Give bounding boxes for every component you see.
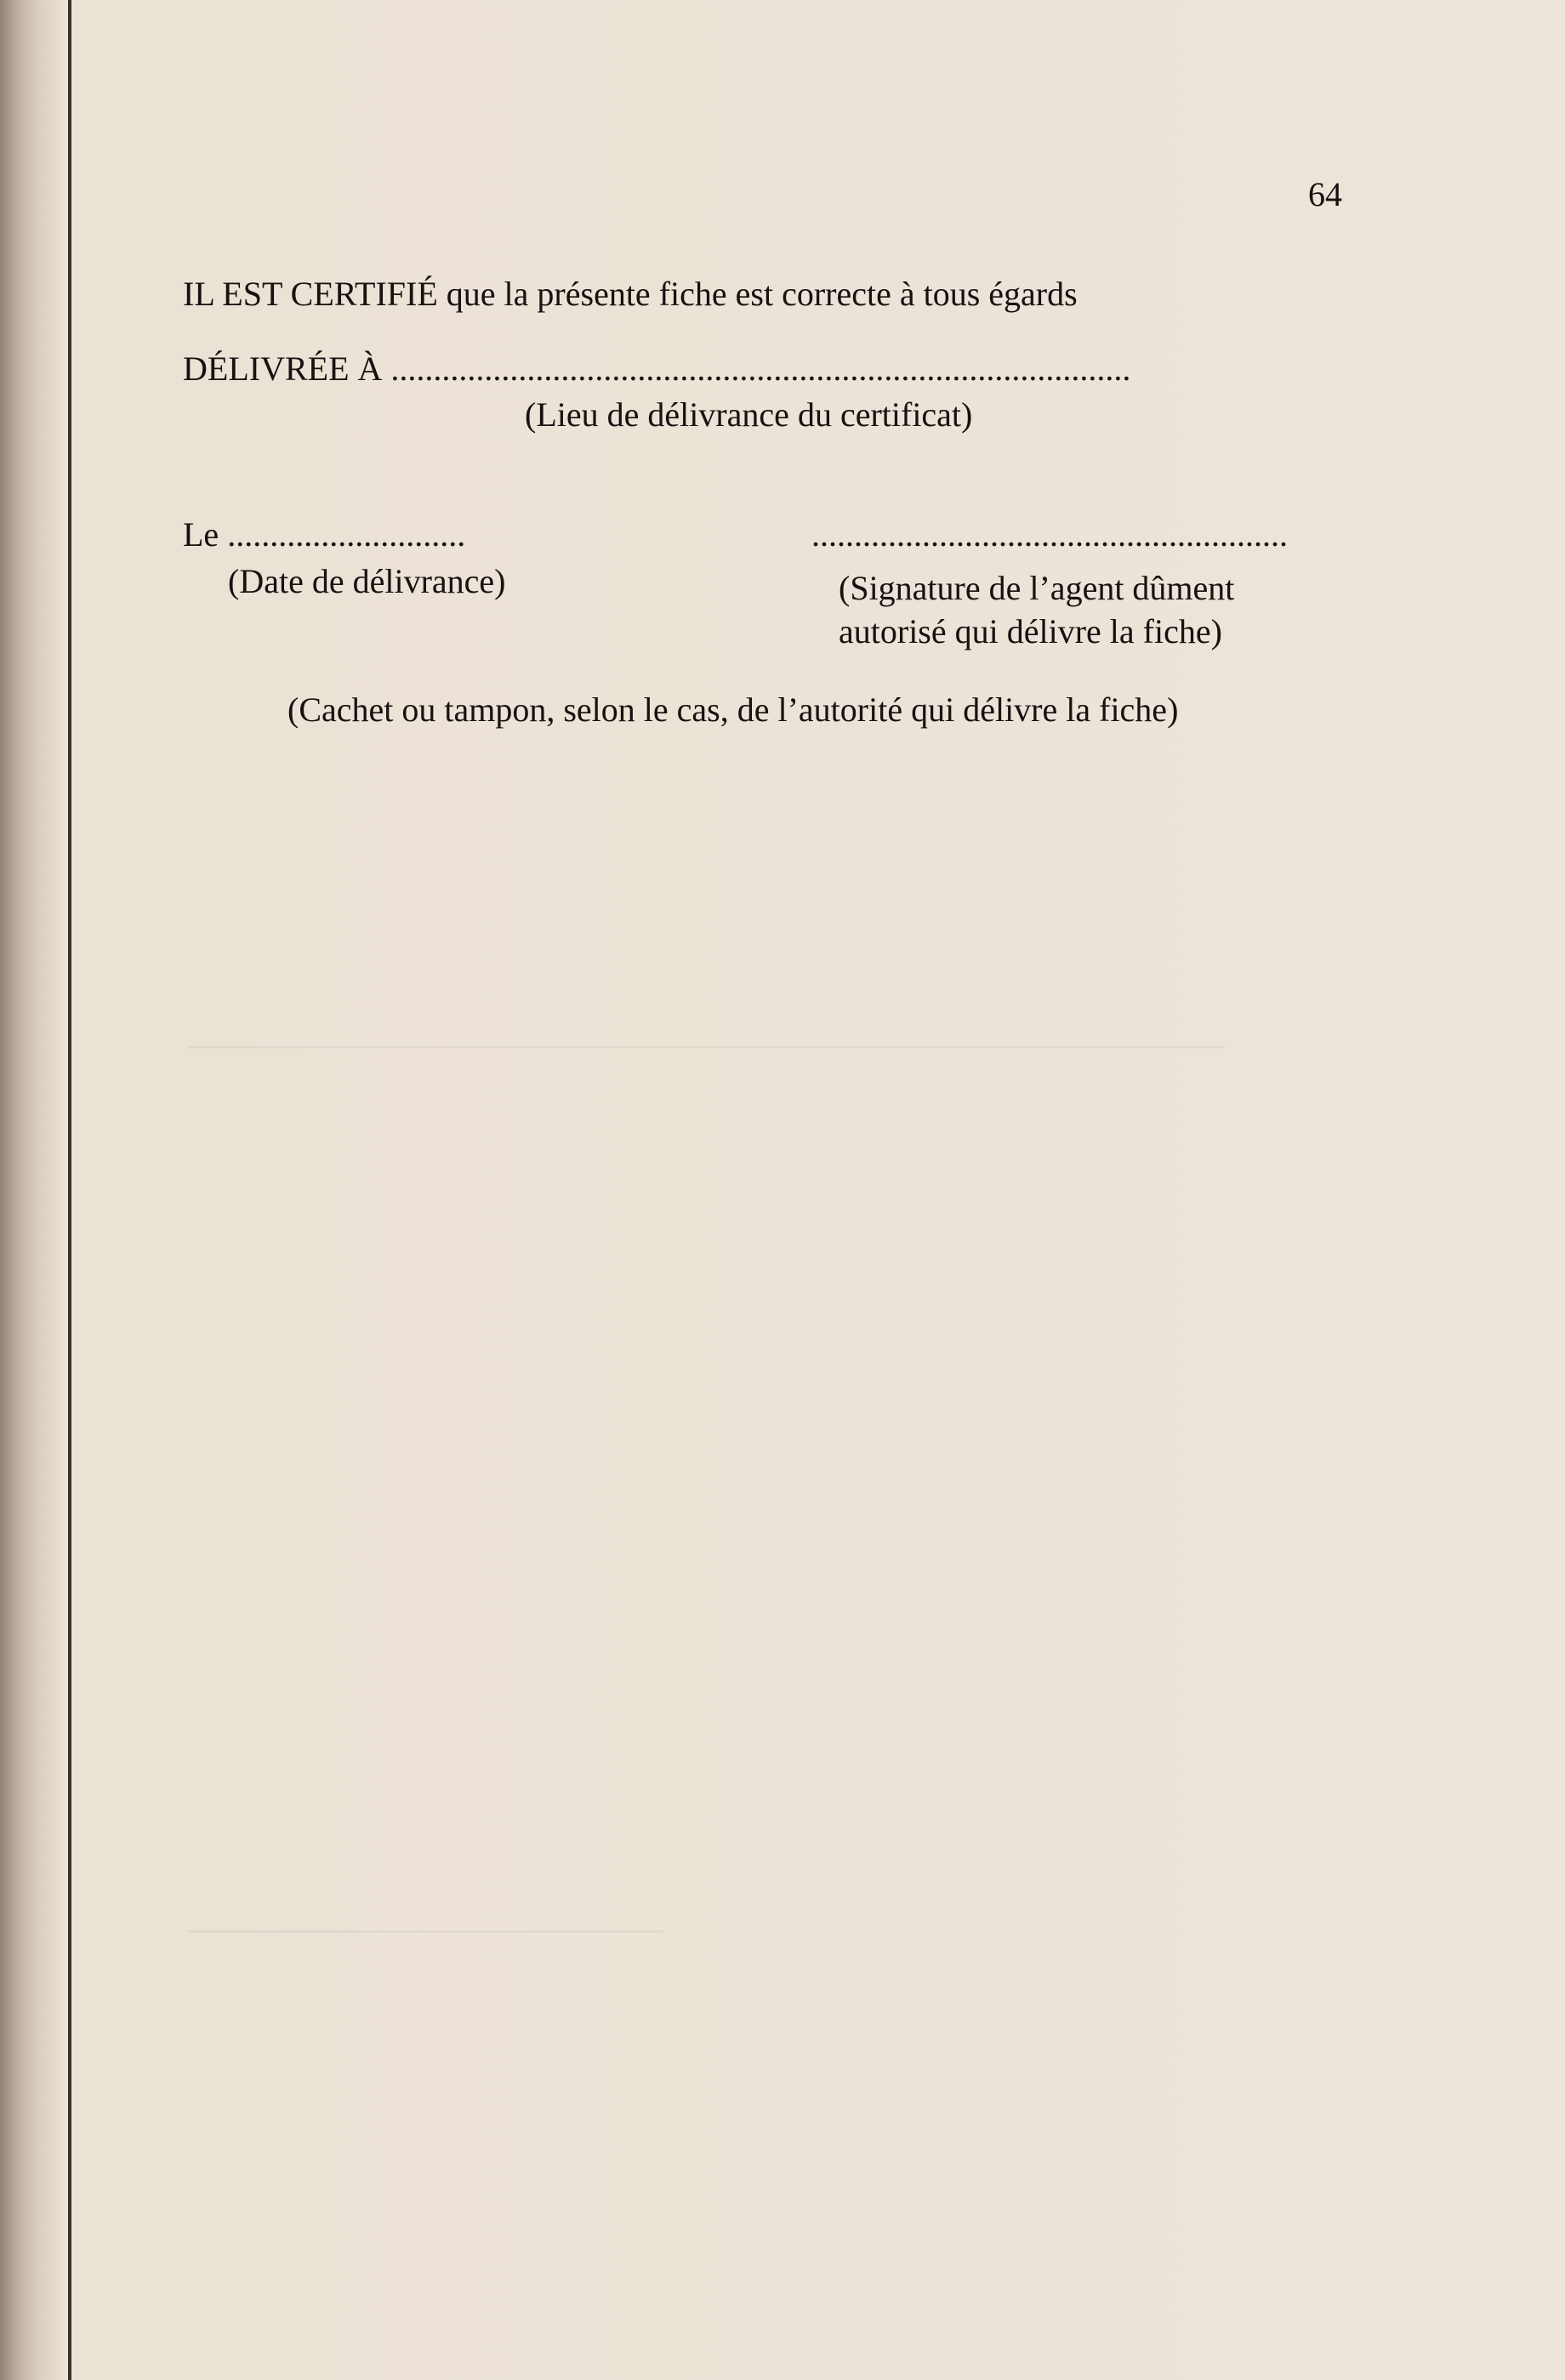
- binding-edge: [68, 0, 71, 2380]
- signature-caption-line-1: (Signature de l’agent dûment: [839, 569, 1235, 607]
- delivery-date-line: Le ............................: [183, 515, 466, 554]
- signature-line: ........................................................: [811, 515, 1288, 554]
- signature-caption: [839, 566, 1281, 653]
- show-through-rule: [187, 1930, 663, 1933]
- page-number: 64: [1308, 175, 1342, 213]
- certification-statement: IL EST CERTIFIÉ que la présente fiche est correcte à tous égards: [183, 275, 1078, 313]
- show-through-rule: [187, 1046, 1225, 1048]
- delivery-place-caption: (Lieu de délivrance du certificat): [525, 395, 973, 434]
- signature-caption-line-2: autorisé qui délivre la fiche): [839, 612, 1222, 651]
- delivery-place-line: DÉLIVRÉE À .......................................................................................: [183, 349, 1131, 388]
- stamp-caption: (Cachet ou tampon, selon le cas, de l’autorité qui délivre la fiche): [287, 690, 1179, 729]
- delivery-date-caption: (Date de délivrance): [228, 562, 506, 600]
